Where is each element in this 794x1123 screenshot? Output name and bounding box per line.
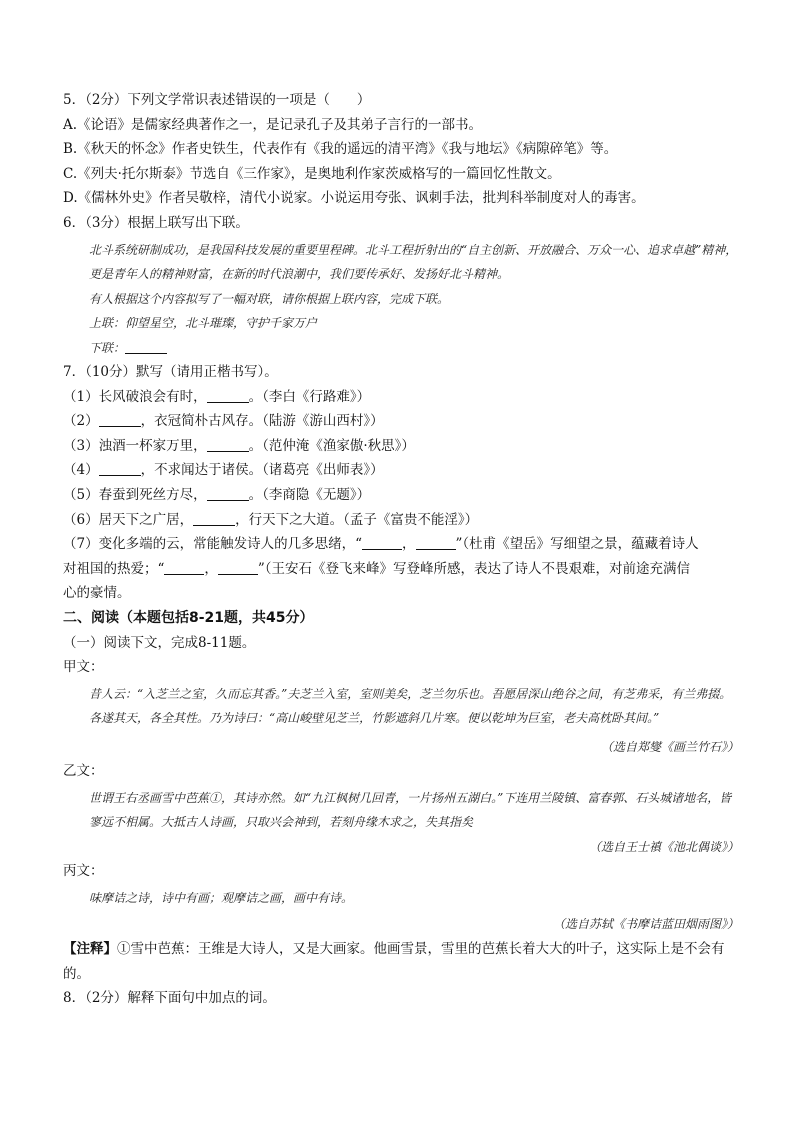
q7-item-4-pre: （4）: [63, 462, 99, 479]
q7-item-7-comma-1: ，: [402, 536, 416, 553]
q7-item-1-post: 。（李白《行路难》）: [248, 388, 371, 405]
jia-text: 昔人云：“入芝兰之室，久而忘其香。”夫芝兰入室，室则美矣，芝兰勿乐也。吾愿居深山绝谷之间，有芝弗采，有兰弗掇。各遂其天，各全其性。乃为诗曰：“高山峻壁见芝兰，竹影遮斜几片寒。便以乾坤为巨室，老夫高枕卧其间。”: [89, 686, 732, 726]
q7-item-1-pre: （1）长风破浪会有时，: [63, 388, 207, 405]
q7-item-3-pre: （3）浊酒一杯家万里，: [63, 437, 207, 454]
note: [63, 937, 739, 986]
q6-instruction: 有人根据这个内容拟写了一幅对联，请你根据上联内容，完成下联。: [89, 291, 450, 306]
section-2-title: 二、阅读（本题包括8-21题，共45分）: [63, 610, 314, 626]
note-text: ①雪中芭蕉：王维是大诗人，又是大画家。他画雪景，雪里的芭蕉长着大大的叶子，这实际上是不会有的。: [63, 940, 725, 982]
q7-blank-5[interactable]: [207, 486, 249, 501]
q7-stem: 7．（10分）默写（请用正楷书写）。: [63, 364, 278, 381]
bing-text: 味摩诘之诗，诗中有画；观摩诘之画，画中有诗。: [89, 890, 354, 905]
q7-item-1: [63, 385, 739, 410]
q7-item-7-line1: [63, 532, 739, 557]
q7-item-7-line2: [63, 557, 739, 582]
jia-source: （选自郑燮《画兰竹石》）: [600, 739, 739, 754]
q7-blank-6[interactable]: [193, 511, 235, 526]
yi-label: 乙文：: [63, 763, 104, 780]
q6-stem: 6．（3分）根据上联写出下联。: [63, 214, 249, 231]
q6-upper-couplet: 上联：仰望星空，北斗璀璨，守护千家万户: [89, 316, 318, 331]
q5-option-c: C.《列夫·托尔斯泰》节选自《三作家》，是奥地利作家茨威格写的一篇回忆性散文。: [63, 165, 561, 182]
q7-blank-4[interactable]: [99, 461, 141, 476]
bing-label: 丙文：: [63, 863, 104, 880]
q7-item-2-post: ，衣冠简朴古风存。（陆游《游山西村》）: [140, 413, 384, 430]
q8-stem: 8．（2分）解释下面句中加点的词。: [63, 990, 276, 1007]
q6-lower-couplet: [63, 336, 739, 361]
q7-blank-3[interactable]: [207, 437, 249, 452]
q7-item-6-pre: （6）居天下之广居，: [63, 511, 194, 528]
jia-label: 甲文：: [63, 659, 104, 676]
q7-item-5-post: 。（李商隐《无题》）: [248, 487, 371, 504]
q7-blank-7a[interactable]: [362, 535, 402, 550]
yi-source: （选自王士禛《池北偶谈》）: [588, 839, 739, 854]
q7-blank-7d[interactable]: [218, 560, 258, 575]
q7-item-2: [63, 409, 739, 434]
q7-item-3-post: 。（范仲淹《渔家傲·秋思》）: [248, 437, 415, 454]
q5-option-d: D.《儒林外史》作者吴敬梓，清代小说家。小说运用夸张、讽刺手法，批判科举制度对人的毒害。: [63, 190, 645, 207]
q7-blank-7c[interactable]: [164, 560, 204, 575]
q5-stem: 5．（2分）下列文学常识表述错误的一项是（ ）: [63, 92, 371, 108]
q7-item-3: [63, 434, 739, 459]
q7-item-6: [63, 508, 739, 533]
q7-item-4-post: ，不求闻达于诸侯。（诸葛亮《出师表》）: [140, 462, 384, 479]
q6-answer-blank[interactable]: [125, 339, 167, 354]
q7-item-7-text-c: 对祖国的热爱；“: [63, 560, 165, 577]
q7-item-5-pre: （5）春蚕到死丝方尽，: [63, 487, 207, 504]
q5-option-a: A.《论语》是儒家经典著作之一，是记录孔子及其弟子言行的一部书。: [63, 116, 483, 133]
q7-item-7-text-d: ”（王安石《登飞来峰》写登峰所感，表达了诗人不畏艰难，对前途充满信: [257, 560, 691, 577]
q6-material: 北斗系统研制成功，是我国科技发展的重要里程碑。北斗工程折射出的“自主创新、开放融合、万众一心、追求卓越”精神，更是青年人的精神财富，在新的时代浪潮中，我们要传承好、发扬好北斗精神。: [89, 242, 738, 282]
q7-item-7-text-a: （7）变化多端的云，常能触发诗人的几多思绪，“: [63, 536, 362, 553]
q7-blank-2[interactable]: [99, 412, 141, 427]
q7-item-7-line3: 心的豪情。: [63, 585, 131, 602]
section-2-sub-1: （一）阅读下文，完成8-11题。: [63, 634, 256, 651]
q7-blank-1[interactable]: [207, 388, 249, 403]
q7-item-5: [63, 483, 739, 508]
q7-item-7-comma-2: ，: [204, 560, 218, 577]
q7-blank-7b[interactable]: [416, 535, 456, 550]
q7-item-7-text-b: ”（杜甫《望岳》写细望之景，蕴藏着诗人: [455, 536, 699, 553]
q6-lower-label: 下联：: [89, 340, 126, 355]
note-tag: 【注释】: [63, 940, 117, 957]
exam-page: [63, 88, 739, 1011]
q7-item-2-pre: （2）: [63, 413, 99, 430]
q5-option-b: B.《秋天的怀念》作者史铁生，代表作有《我的遥远的清平湾》《我与地坛》《病隙碎笔》等。: [63, 141, 618, 158]
q7-item-6-post: ，行天下之大道。（孟子《富贵不能淫》）: [235, 511, 479, 528]
yi-text: 世谓王右丞画雪中芭蕉①，其诗亦然。如“九江枫树几回青，一片扬州五湖白。”下连用兰陵镇、富春郭、石头城诸地名，皆寥远不相属。大抵古人诗画，只取兴会神到，若刻舟缘木求之，失其指矣: [89, 790, 732, 830]
bing-source: （选自苏轼《书摩诘蓝田烟雨图》）: [552, 917, 739, 932]
q7-item-4: [63, 458, 739, 483]
